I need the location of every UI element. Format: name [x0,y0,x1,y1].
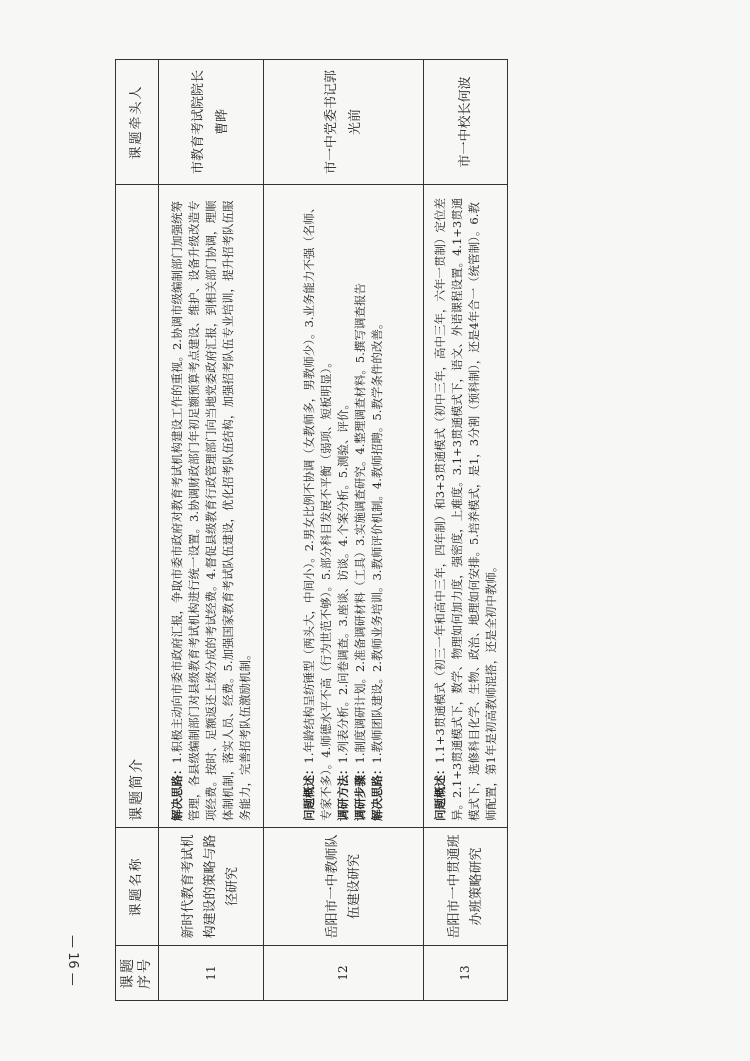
intro-label: 调研步骤： [353,763,367,821]
header-no: 课题序号 [116,946,159,1001]
topic-name-text: 岳阳市一中贯通班办班策略研究 [446,834,484,939]
table-row [424,60,508,1001]
intro-paragraph [301,191,335,821]
table-header-row [116,60,159,1001]
intro-label: 问题概述： [432,763,447,821]
topic-name-text: 岳阳市一中教师队伍建设研究 [324,834,362,939]
intro-label: 调研方法： [336,763,350,821]
topic-name [424,828,508,946]
topic-intro [159,185,264,828]
intro-label: 解决思路： [370,763,384,821]
intro-paragraph [335,191,352,821]
row-number: 12 [264,946,424,1001]
intro-label: 解决思路： [169,763,184,821]
topic-name [264,828,424,946]
topic-lead: 市一中校长何波 [424,60,508,185]
intro-paragraph [369,191,386,821]
table-row [264,60,424,1001]
intro-paragraph [352,191,369,821]
page-number: — 16 — [65,935,80,986]
header-name: 课题名称 [116,828,159,946]
intro-text: 1.制度调研计划。2.准备调研材料（工具）3.实施调查研究。4.整理调查材料。5.撰写调查报告 [353,283,367,764]
intro-text: 1.积极主动向市委市政府汇报，争取市委市政府对教育考试机构建设工作的重视。2.协调市级编制部门加强统筹管理，各县级编制部门对县级教育考试机构进行统一设置。3.协调财政部门年初足额预算考点建设、维护、设备升级改造专项经费。按时、足额返还上级分成的考试经费。4.督促县级教育行政管理部门向当地党委政府汇报，到相关部门协调，理顺体制机制，落实人员、经费。5.加强国家教育考试队伍建设，优化招考队伍结构，加强招考队伍专业培训，提升招考队伍服务能力，完善招考队伍激励机制。 [169,200,252,821]
row-number: 13 [424,946,508,1001]
topic-table [115,59,508,1001]
topic-intro [424,185,508,828]
row-number: 11 [159,946,264,1001]
topic-lead: 市一中党委书记郭光前 [264,60,424,185]
topic-name-text: 新时代教育考试机构建设的策略与路径研究 [181,834,240,939]
intro-label: 问题概述： [302,763,316,821]
intro-text: 1.列表分析。2.问卷调查。3.座谈、访谈。4.个案分析。5.测验、评价。 [336,398,350,764]
intro-paragraph [169,191,254,821]
topic-intro [264,185,424,828]
topic-name [159,828,264,946]
intro-text: 1.年龄结构呈纺锤型（两头大，中间小）。2.男女比例不协调（女教师多，男教师少）。3.业务能力不强（名师、专家不多）。4.师德水平不高（行为世范不够）。5.部分科目发展不平衡（弱项、短板明显）。 [302,201,333,821]
header-intro: 课题简介 [116,185,159,828]
intro-text: 1.1+3贯通模式（初三一年和高中三年，四年制）和3+3贯通模式（初中三年，高中三年，六年一贯制）定位差异。2.1+3贯通模式下，数学、物理如何加力度，强密度，上难度。3.1+3贯通模式下，语文、外语课程设置。4.1+3贯通模式下，选修科目化学、生物、政治、地理如何安排。5.培养模式，是1，3分割（预科制），还是4年合一（统管制）。6.教师配置，第1年是初高教师混搭，还是全初中教师。 [432,197,498,821]
table-row [159,60,264,1001]
intro-text: 1.教师团队建设。2.教师业务培训。3.教师评价机制。4.教师招聘。5.教学条件的改善。 [370,317,384,764]
topic-lead: 市教育考试院院长曹晔 [159,60,264,185]
header-lead: 课题牵头人 [116,60,159,185]
intro-paragraph [432,191,500,821]
